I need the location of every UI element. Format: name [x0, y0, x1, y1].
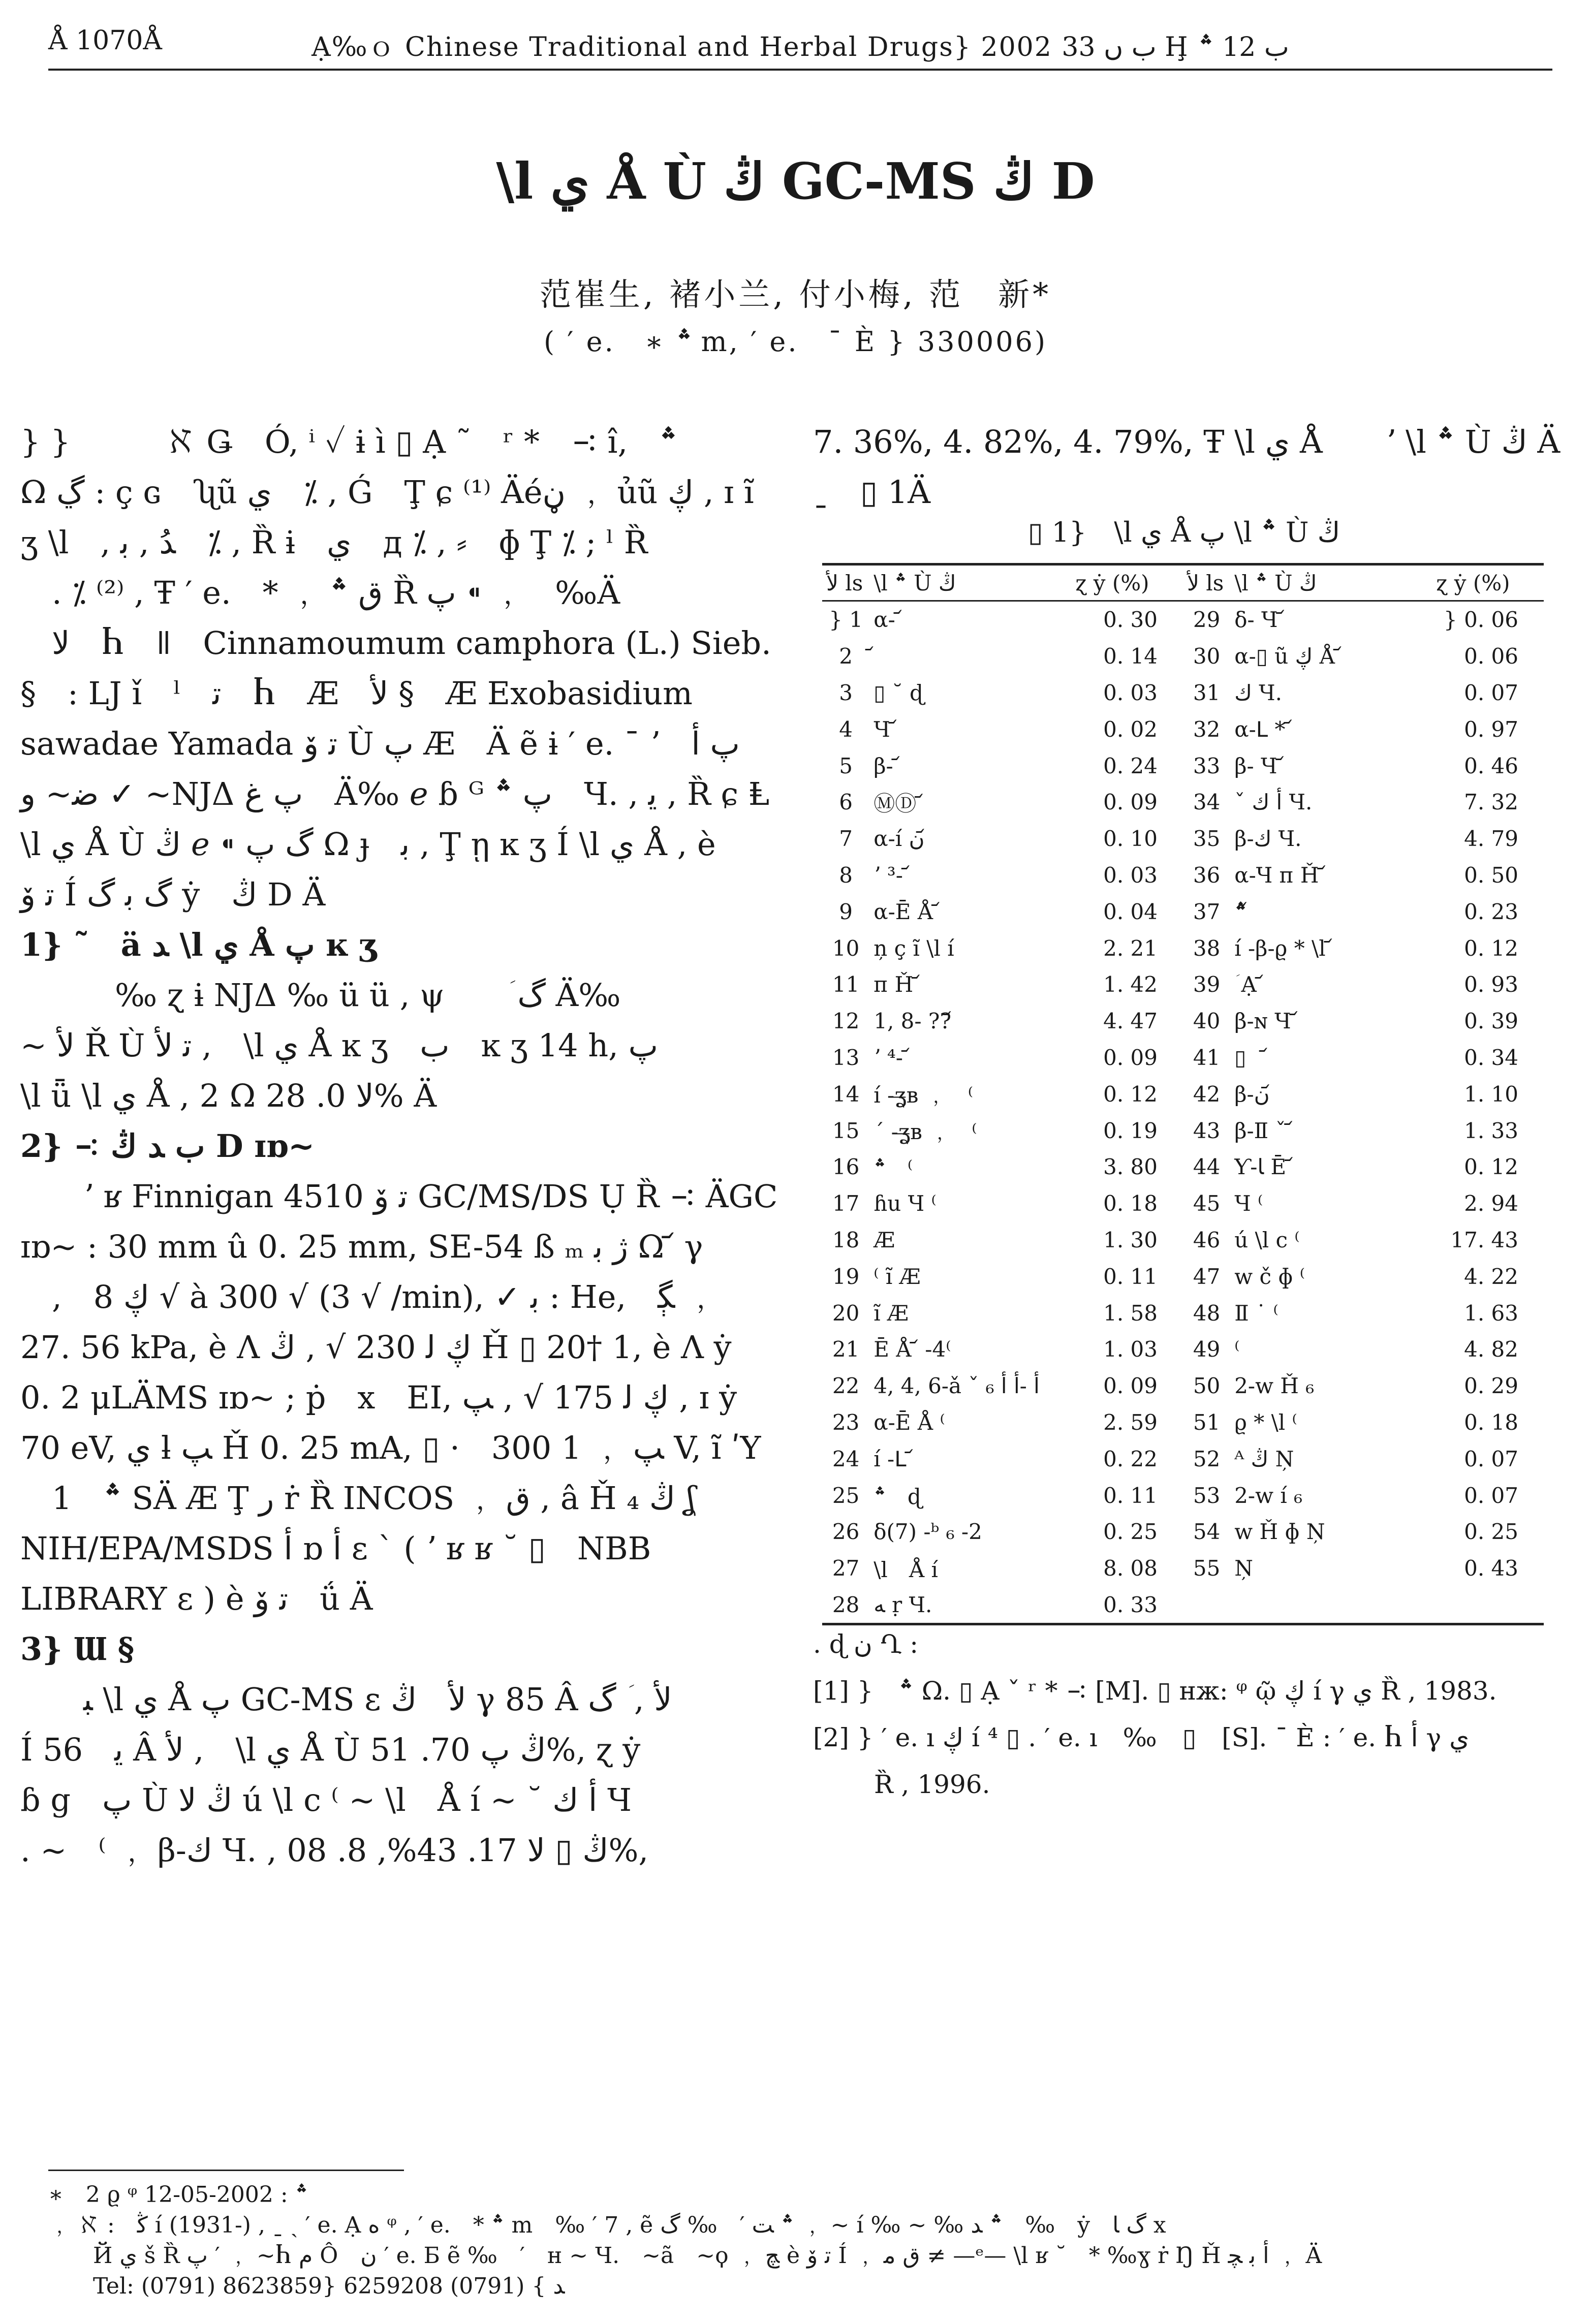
peak-number: 33 — [1193, 753, 1221, 778]
peak-number: 9 — [839, 899, 853, 924]
compound-name: α-Ē Å ⁽ — [874, 1409, 945, 1435]
peak-number: 6 — [839, 790, 853, 815]
compound-name: í -ꓡ ᷄ — [874, 1446, 913, 1471]
compound-name: ˊ -ʓ̶ʙ ﹐ ⁽ — [874, 1119, 977, 1145]
compound-name: β-ɴ Ч ᷄ — [1234, 1009, 1298, 1034]
body-text-line: ˍ ▯ 1Ä — [813, 474, 931, 511]
compound-name: ؘ Ạ ᷄ — [1234, 971, 1264, 997]
references-heading: . ɖ ﻥ Ղ : — [813, 1629, 919, 1659]
relative-content: 0. 30 — [1103, 607, 1158, 633]
compound-name: ⓂⒹ ᷄ — [874, 791, 923, 816]
column-header: \l ؞ Ù ڭ — [1234, 570, 1317, 595]
compound-name: β- ᷄ — [874, 753, 900, 778]
relative-content: 0. 50 — [1464, 862, 1518, 888]
relative-content: 0. 12 — [1464, 935, 1518, 961]
body-text-line: 0. 2 μLÄMS ɪɒ~ ; ṗ x EI, ڮ ﻟ 175 √ , ﭗ , ɪ ẏ — [20, 1379, 737, 1416]
compound-name: Ⅱ ˙ ⁽ — [1234, 1300, 1278, 1326]
peak-number: 5 — [839, 753, 853, 778]
body-text-line: ʒ \l , ﺪُ , ﺑ ⁒ , Ȑ ɨ ي д ⁒ , ⸗ ɸ Ţ ⁒ ; ˡ Ȑ — [20, 524, 648, 561]
column-header: ɀ ẏ (%) — [1436, 570, 1510, 595]
table-row — [822, 1587, 1544, 1624]
compound-name: α- ᷄ — [874, 607, 902, 633]
relative-content: 4. 47 — [1103, 1009, 1158, 1034]
compound-name: ʼ ⁴- ᷄ — [874, 1045, 910, 1070]
peak-number: 45 — [1193, 1191, 1221, 1216]
relative-content: 0. 14 — [1103, 644, 1158, 669]
peak-number: 50 — [1193, 1373, 1221, 1399]
relative-content: 4. 22 — [1464, 1264, 1518, 1289]
peak-number: 40 — [1193, 1009, 1221, 1034]
relative-content: 0. 11 — [1103, 1264, 1158, 1289]
components-table — [822, 563, 1544, 1625]
peak-number: 30 — [1193, 644, 1221, 669]
table-row — [822, 1368, 1544, 1404]
body-text-line: NIH/EPA/MSDS ﺃ ɒ ﺃ ɛ ˋ ( ʼ ʁ ʁ ˘ ▯ NBB — [20, 1530, 651, 1567]
relative-content: 0. 25 — [1103, 1519, 1158, 1545]
peak-number: 22 — [832, 1373, 860, 1399]
body-text-line: ﺿ~ ﻭ ✓ ~NJΔ ﭖ ﻍ Ä‰ ℯ ɓ ᴳ ﭖ ؞ Ч. , ﻳ , Ȑ ɕ Ⱡ — [20, 775, 770, 812]
peak-number: 53 — [1193, 1483, 1221, 1508]
column-header: ﻷ ls — [1187, 570, 1224, 595]
peak-number: 49 — [1193, 1337, 1221, 1362]
relative-content: 1. 58 — [1103, 1300, 1158, 1326]
relative-content: 0. 07 — [1464, 1483, 1518, 1508]
relative-content: } 0. 06 — [1444, 607, 1518, 633]
peak-number: 36 — [1193, 862, 1221, 888]
compound-name: \l Å í — [874, 1557, 938, 1582]
body-text-line: , ڮ 8 √ à 300 √ (3 √ /min), ✓ ﺑ : He, ﮙ ﹐ — [20, 1278, 717, 1315]
table-row — [822, 857, 1544, 894]
table-row — [822, 1295, 1544, 1331]
relative-content: 0. 09 — [1103, 1373, 1158, 1399]
column-header: ﻷ ls — [826, 570, 863, 595]
relative-content: 0. 04 — [1103, 899, 1158, 924]
relative-content: 2. 59 — [1103, 1409, 1158, 1435]
peak-number: 26 — [832, 1519, 860, 1545]
compound-name: ▯ ˘ ɖ — [874, 680, 924, 705]
body-text-line: 27. 56 kPa, è Ʌ ڮ ﻟ 230 √ , ڭ Ȟ ▯ 20† 1, è Ʌ ẏ — [20, 1329, 732, 1366]
table-row — [822, 601, 1544, 638]
compound-name: ɦu Ч ⁽ — [874, 1191, 937, 1216]
footnote-divider — [48, 2170, 404, 2171]
compound-name: 4, 4, 6-ǎ ˇ ﺃ -ﺃ ﺃ ₆ — [874, 1373, 1040, 1399]
compound-name: α-Ч п Ȟ ᷄ — [1234, 862, 1326, 888]
page-header — [48, 20, 1552, 71]
peak-number: 39 — [1193, 972, 1221, 997]
table-row — [822, 1185, 1544, 1222]
compound-name: Æ — [874, 1227, 895, 1252]
relative-content: 3. 80 — [1103, 1154, 1158, 1180]
relative-content: 0. 03 — [1103, 680, 1158, 705]
peak-number: 16 — [832, 1154, 860, 1180]
relative-content: 7. 32 — [1464, 790, 1518, 815]
reference-item-continuation: Ȑ , 1996. — [874, 1770, 990, 1799]
relative-content: 1. 63 — [1464, 1300, 1518, 1326]
relative-content: 8. 08 — [1103, 1556, 1158, 1581]
peak-number: 11 — [832, 972, 860, 997]
column-header: \l ؞ Ù ڭ — [874, 570, 956, 595]
table-caption: ▯ 1} \l ي Å ﭖ \l ؞ Ù ڭ — [1027, 516, 1340, 548]
compound-name: α-ꓡ * ᷄ — [1234, 716, 1292, 742]
reference-item: [2] } ′ e. ı ڮ í ⁴ ▯ . ′ e. ı ‰ ▯ [S]. ¯ È : ′ e. Ⴙ ﺃ γ ي — [813, 1723, 1470, 1752]
compound-name: δ- Ч ᷄ — [1234, 607, 1285, 633]
peak-number: 38 — [1193, 935, 1221, 961]
table-row — [822, 638, 1544, 675]
footnote-line: ﹐ ℵ : ﯕ í (1931-) , ˍ ˏ ′ e. Ạ ﻩ ᵠ , ′ e. * ؞ m ‰ ′ 7 , ẽ ؞ ﺖ ′ ‰ ﮒ ﹐ ~ í ‰ ~ ‰ ؞ ﺪ ‰ ẏ ﮒ ﺎ x — [48, 2212, 1166, 2238]
body-text-line: \l ǖ \l ي Å , 2 Ω ﻻ 0. 28% Ä — [20, 1077, 437, 1114]
peak-number: 8 — [839, 862, 853, 888]
compound-name: í -ʓ̶ʙ ﹐ ⁽ — [874, 1083, 974, 1108]
body-text-line: ɪɒ~ : 30 mm û 0. 25 mm, SE-54 ß ₘ ﮊ ﺑ Ω ᷄ γ — [20, 1228, 703, 1265]
compound-name: β-ﻥ ᷄ — [1234, 1081, 1276, 1107]
peak-number: 44 — [1193, 1154, 1221, 1180]
body-text-line: ‰ ɀ ɨ NJΔ ‰ ü ü , ψ ؘ ﮒ Ä‰ — [20, 977, 621, 1014]
body-text-line: . ~ ⁽ ﹐ β-ﻙ Ч. , ڭ ▯ ﻻ 17. 43%, 8. 08%, — [20, 1832, 649, 1869]
peak-number: 54 — [1193, 1519, 1221, 1545]
body-text-line: LIBRARY ɛ ) è ﺗ ﯙ ǘ Ä — [20, 1580, 373, 1617]
peak-number: 35 — [1193, 826, 1221, 852]
compound-name: β-ﻙ Ч. — [1234, 826, 1302, 852]
relative-content: 0. 25 — [1464, 1519, 1518, 1545]
peak-number: 34 — [1193, 790, 1221, 815]
body-text-line: ﺒ \l ي Å ﭖ GC-MS ɛ ﻷ ڭ γ 85 Â ﻷ , ؘ ﮒ — [20, 1681, 672, 1718]
footnote-line: Tel: (0791) 8623859} ﺪ } (0791) 6259208 — [48, 2273, 565, 2299]
peak-number: 12 — [832, 1009, 860, 1034]
body-text-line: . ⁒ ⁽²⁾ , Ŧ ′ e. * ﹐ ﻕ ؞ Ȑ ﭖ ⁌ ﹐ ‰Ä — [20, 574, 620, 611]
peak-number: 37 — [1193, 899, 1221, 924]
peak-number: 2 — [839, 644, 853, 669]
relative-content: 0. 09 — [1103, 790, 1158, 815]
relative-content: 0. 33 — [1103, 1592, 1158, 1617]
body-text-line: Í ﻳ 56 Â ﻷ , \l ي Å Ù ڭ ﭖ 70. 51%, ɀ ẏ — [20, 1731, 641, 1768]
body-text-line: 70 eV, ي ƚ ﭗ Ȟ 0. 25 mA, ▯ · ﭗ ﹐ 1 300 V, ĩ ʹY — [20, 1429, 761, 1466]
compound-name: Ņ — [1234, 1556, 1253, 1581]
footnote-line: Й ي š Ȑ ﭖ ′ ﹐ ~Ⴙ ﻡ Ô ﻥ ′ e. Б ẽ ‰ ′ ʜ ~ Ч. ~ã ~ϙ ﹐ ﭻ è ﺗ ﯙ Í ﹐ ﻕ ﻣ ≠ —ᵉ— \l ʁ ˘ * ‰ɣ ṙ Ŋ Ȟ ﺃ ﺑ ﭽ ﹐ Ä — [48, 2243, 1322, 2269]
compound-name: ĩ Æ — [874, 1300, 909, 1326]
body-text-line: § : LJ ǐ ˡ ﺗ Ⴙ Æ ﻷ § Æ Exobasidium — [20, 675, 693, 712]
peak-number: 18 — [832, 1227, 860, 1252]
compound-name: ᴬ ڭ Ņ — [1234, 1446, 1294, 1471]
relative-content: 1. 10 — [1464, 1081, 1518, 1107]
left-text-column — [20, 417, 778, 1875]
peak-number: 19 — [832, 1264, 860, 1289]
relative-content: 0. 02 — [1103, 716, 1158, 742]
relative-content: 1. 33 — [1464, 1118, 1518, 1143]
relative-content: 17. 43 — [1450, 1227, 1518, 1252]
peak-number: 10 — [832, 935, 860, 961]
journal-running-head: Ạ‰ｏ Chinese Traditional and Herbal Drugs} 2002 ب ں 33 Ḩ ب 12 ؞ — [311, 32, 1289, 62]
table-row — [822, 747, 1544, 784]
body-text-line: ؞ 1 SÄ Æ Ţ ﺭ ṙ Ȑ INCOS ﹐ ﻕ , â Ȟ ڭ ₄ ʆ — [20, 1480, 696, 1517]
body-text-line: \l ي Å Ù ڭ ℯ ⁌ ﮒ ﭖ Ω ɟ ﺑ , Ţ ῃ ĸ ʒ Í \l ي Å , è — [20, 826, 716, 863]
table-row — [822, 821, 1544, 857]
body-text-line: ﻻ Ⴙ ǁ Cinnamoumum camphora (L.) Sieb. — [20, 624, 771, 662]
peak-number: 21 — [832, 1337, 860, 1362]
compound-name — [869, 638, 1071, 675]
table-row — [822, 1076, 1544, 1112]
compound-name: Ч ⁽ — [1234, 1191, 1263, 1216]
peak-number: 42 — [1193, 1081, 1221, 1107]
table-row — [822, 1404, 1544, 1441]
paper-title: \l ي Å Ù ڭ GC-MS ڭ D — [496, 152, 1095, 211]
relative-content: 0. 18 — [1464, 1409, 1518, 1435]
body-text-line: 7. 36%, 4. 82%, 4. 79%, Ŧ \l ي Å ʼ \l ؞ Ù ڭ Ä — [813, 423, 1561, 460]
peak-number: 52 — [1193, 1446, 1221, 1471]
compound-name: ú \l c ⁽ — [1234, 1227, 1300, 1252]
table-row — [822, 1112, 1544, 1149]
body-text-line: } } ℵ Ǥ Ó, ⁱ ✓ ɨ ì ▯ Ạ ˜ ʳ * ∹ î, ؞ — [20, 423, 678, 460]
table-row — [822, 1550, 1544, 1587]
table-row — [822, 1514, 1544, 1550]
relative-content: 2. 21 — [1103, 935, 1158, 961]
compound-name: ؞ ɖ — [874, 1484, 922, 1510]
peak-number: 14 — [832, 1081, 860, 1107]
peak-number: 47 — [1193, 1264, 1221, 1289]
peak-number: 4 — [839, 716, 853, 742]
relative-content: 0. 11 — [1103, 1483, 1158, 1508]
peak-number: 29 — [1193, 607, 1221, 633]
relative-content: 0. 07 — [1464, 680, 1518, 705]
table-row — [822, 784, 1544, 821]
compound-name: ņ ç ĩ \l í — [874, 935, 954, 961]
relative-content: 0. 43 — [1464, 1556, 1518, 1581]
references-section — [813, 1621, 1555, 1808]
compound-name: ⁽ — [1234, 1337, 1240, 1362]
relative-content: 0. 18 — [1103, 1191, 1158, 1216]
relative-content: 0. 22 — [1103, 1446, 1158, 1471]
compound-name: í -β-ϱ * \l ᷄ — [1234, 935, 1332, 961]
peak-number: 15 — [832, 1118, 860, 1143]
body-text-line: ~ ﻷ Ř Ù ﺗ ﻷ , \l ي Å ĸ ʒ ب ĸ ʒ 14 h, ﭖ — [20, 1027, 658, 1064]
compound-name: α-í ﻥ ᷄ — [874, 826, 931, 852]
relative-content: 0. 07 — [1464, 1446, 1518, 1471]
compound-name: 2-w í ₆ — [1234, 1483, 1303, 1508]
peak-number: 24 — [832, 1446, 860, 1471]
peak-number: } 1 — [829, 607, 863, 633]
relative-content: 0. 19 — [1103, 1118, 1158, 1143]
peak-number: 17 — [832, 1191, 860, 1216]
table-row — [822, 1003, 1544, 1040]
relative-content: 0. 06 — [1464, 644, 1518, 669]
table-row — [822, 1258, 1544, 1295]
compound-name: 2-w Ȟ ₆ — [1234, 1373, 1315, 1399]
relative-content: 1. 42 — [1103, 972, 1158, 997]
compound-name: Ч ᷄ — [874, 716, 897, 742]
peak-number: 46 — [1193, 1227, 1221, 1252]
relative-content: 0. 12 — [1464, 1154, 1518, 1180]
right-text-column — [813, 417, 1561, 517]
peak-number: 27 — [832, 1556, 860, 1581]
author-affiliation: ( ′ e. ∗ ؞ m, ′ e. ¯ È } 330006) — [543, 326, 1048, 358]
page-number: Å 1070Å — [48, 25, 162, 56]
peak-number: 55 — [1193, 1556, 1221, 1581]
body-text-line: ɓ g ﭖ Ù ڭ ﻻ ú \l c ⁽ ~ \l Å í ~ ˘ ﺃ ﻙ Ч — [20, 1781, 632, 1818]
peak-number: 32 — [1193, 716, 1221, 742]
peak-number: 51 — [1193, 1409, 1221, 1435]
relative-content: 0. 39 — [1464, 1009, 1518, 1034]
body-text-line: sawadae Yamada ﺗ ﯙ Ù ﭖ Æ Ä ẽ ɨ ′ e. ¯ ʼ ﭖ ﺃ — [20, 725, 740, 762]
peak-number: 13 — [832, 1045, 860, 1070]
compound-name: 1, 8- ??᷄ — [874, 1009, 951, 1034]
peak-number: 3 — [839, 680, 853, 705]
relative-content: 2. 94 — [1464, 1191, 1518, 1216]
author-list: 范崔生, 褚小兰, 付小梅, 范 新* — [539, 276, 1052, 313]
peak-number: 25 — [832, 1483, 860, 1508]
section-heading: 2} ∹ ب ﺪ ڭ D ɪɒ~ — [20, 1127, 315, 1165]
table-row — [822, 1440, 1544, 1477]
table-row — [822, 893, 1544, 930]
table-row — [822, 1331, 1544, 1368]
relative-content: 0. 24 — [1103, 753, 1158, 778]
compound-name: ˇ ﺃ ﻙ Ч. — [1234, 790, 1313, 815]
compound-name: β- Ч ᷄ — [1234, 753, 1284, 778]
compound-name: β-Ⅱ ˇ ᷄ — [1234, 1118, 1293, 1143]
compound-name: ؞ ᷄ — [1234, 899, 1268, 924]
compound-name: w Ȟ ɸ Ņ — [1234, 1519, 1325, 1545]
relative-content: 0. 29 — [1464, 1373, 1518, 1399]
peak-number: 7 — [839, 826, 853, 852]
compound-name: ؞ ⁽ — [874, 1155, 913, 1181]
body-text-line: ﺗ ﯙ Í ﮒ ﺑ ﮒ ẏ ڭ D Ä — [20, 876, 326, 913]
relative-content: 0. 09 — [1103, 1045, 1158, 1070]
compound-name: w č ɸ ⁽ — [1234, 1264, 1305, 1289]
peak-number: 28 — [832, 1592, 860, 1617]
column-header: ɀ ẏ (%) — [1075, 570, 1149, 595]
compound-name: п Ȟ ᷄ — [874, 972, 920, 997]
footnote-line: ∗ 2 ϱ ᵠ ؞ : 2002-05-12 — [48, 2182, 308, 2208]
peak-number: 43 — [1193, 1118, 1221, 1143]
relative-content: 4. 82 — [1464, 1337, 1518, 1362]
relative-content: 1. 30 — [1103, 1227, 1158, 1252]
table-row — [822, 966, 1544, 1003]
peak-number: 23 — [832, 1409, 860, 1435]
peak-number: 48 — [1193, 1300, 1221, 1326]
table-row — [822, 1222, 1544, 1259]
table-row — [822, 711, 1544, 747]
relative-content: 0. 10 — [1103, 826, 1158, 852]
relative-content — [1432, 1587, 1544, 1624]
table-header-row — [822, 564, 1544, 601]
footnote — [48, 2180, 1563, 2302]
compound-name: δ(7) -ᵇ ₆ -2 — [874, 1519, 982, 1545]
relative-content: 0. 97 — [1464, 716, 1518, 742]
compound-name — [1230, 1587, 1432, 1624]
peak-number: 41 — [1193, 1045, 1221, 1070]
relative-content: 0. 03 — [1103, 862, 1158, 888]
relative-content: 0. 46 — [1464, 753, 1518, 778]
relative-content: 4. 79 — [1464, 826, 1518, 852]
relative-content: 0. 23 — [1464, 899, 1518, 924]
section-heading: 3} Ɯ § — [20, 1630, 135, 1668]
compound-name: Ē Å ᷄ -4⁽ — [874, 1337, 951, 1362]
compound-name: ﻙ Ч. — [1234, 680, 1282, 705]
table-row — [822, 930, 1544, 966]
compound-name: ʼ ³- ᷄ — [874, 862, 910, 888]
peak-number: 31 — [1193, 680, 1221, 705]
reference-item: [1] } ؞ Ω. ▯ Ạ ˇ ʳ * ∹ [M]. ▯ ʜж: ᵠ ῷ ڮ í γ ي Ȑ , 1983. — [813, 1676, 1497, 1706]
table-row — [822, 1477, 1544, 1514]
compound-name: α-Ē Å ᷄ — [874, 899, 940, 924]
compound-name: ﻪ ṛ Ч. — [874, 1592, 932, 1617]
section-heading: 1} ˜ ä ﺪ \l ي Å ﭖ ĸ ʒ — [20, 926, 377, 963]
compound-name: ϱ * \l ⁽ — [1234, 1409, 1297, 1435]
table-row — [822, 1040, 1544, 1076]
peak-number — [1183, 1587, 1230, 1624]
compound-name: α-▯ ũ ڮ Å ᷄ — [1234, 644, 1342, 669]
table-row — [822, 675, 1544, 711]
compound-name: ▯ ᷄ — [1234, 1045, 1268, 1070]
relative-content: 0. 93 — [1464, 972, 1518, 997]
compound-name: ⁽ ĩ Æ — [874, 1264, 921, 1289]
relative-content: 1. 03 — [1103, 1337, 1158, 1362]
body-text-line: Ω ڲ : ç ɢ ʯũ ي ⁒ , Ǵ Ţ ɕ ⁽¹⁾ Äéڼ ﹐ ủũ ڮ , ɪ ĩ — [20, 474, 754, 511]
relative-content: 0. 34 — [1464, 1045, 1518, 1070]
peak-number: 20 — [832, 1300, 860, 1326]
body-text-line: ʼ ʁ Finnigan 4510 ﺗ ﯙ GC/MS/DS Ụ Ȑ ∹ ÄGC — [20, 1178, 778, 1215]
table-row — [822, 1149, 1544, 1185]
compound-name: Ƴ-ﺎ Ē ᷄ — [1234, 1154, 1293, 1180]
relative-content: 0. 12 — [1103, 1081, 1158, 1107]
